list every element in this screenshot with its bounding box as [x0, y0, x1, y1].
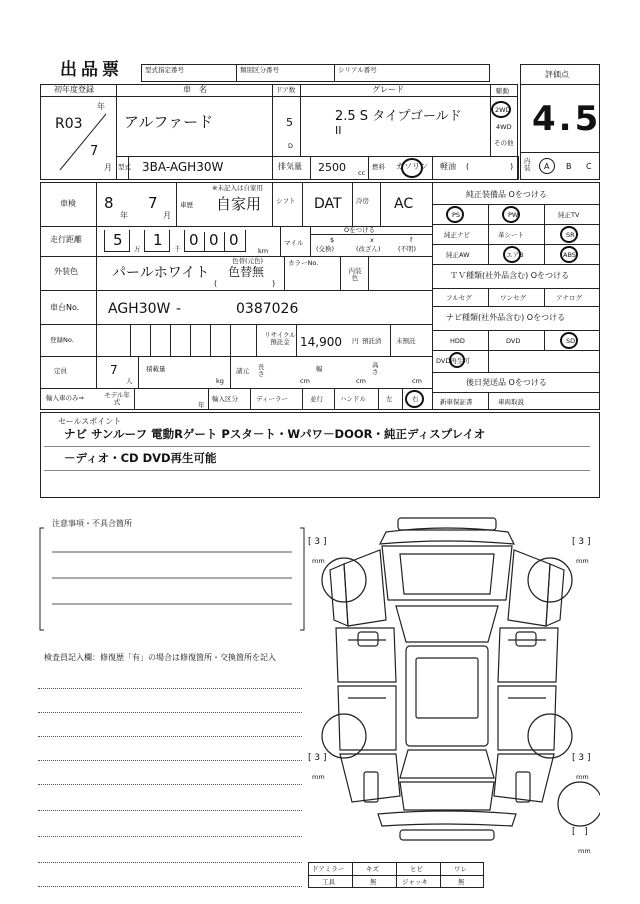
equip-navi: 純正ナビ: [444, 231, 470, 239]
recycle-unit: 円: [352, 337, 359, 345]
displacement-label: 排気量: [278, 162, 302, 171]
mileage-sen: 千: [174, 245, 181, 253]
drive-2wd: 2WD: [495, 106, 511, 114]
shaken-year: 8: [104, 194, 114, 212]
eval-score: 4.5: [532, 99, 602, 139]
grade-line2: II: [335, 124, 342, 137]
type-designation-label: 型式指定番号: [145, 66, 184, 74]
fuel-gasoline-circle: [401, 158, 423, 178]
navi-dvd: DVD: [506, 337, 521, 345]
sales-point-label: セールスポイント: [58, 417, 122, 426]
later-manual: 車両取説: [498, 398, 524, 406]
registration-label: 登録No.: [50, 336, 74, 344]
color-value: パールホワイト: [112, 265, 210, 281]
mileage-d5: 0: [229, 231, 239, 249]
mileage-circle-note: Oをつける: [344, 226, 376, 234]
equip-abs: ABS: [563, 251, 576, 259]
interior-a-circle: [539, 158, 555, 174]
equip-pw-circle: [502, 206, 520, 223]
inspector-label: 検査員記入欄：修復歴「有」の場合は修復箇所・交換箇所を記入: [44, 653, 276, 662]
repaint-value: 色替無: [228, 265, 265, 279]
drive-label: 駆動: [496, 87, 509, 95]
usage-note: ※未記入は自家用: [212, 184, 263, 192]
mileage-d4: 0: [209, 231, 219, 249]
header-fields: [141, 64, 490, 82]
navi-sd-circle: [560, 332, 578, 349]
month-unit: 月: [104, 163, 112, 172]
tire-rr: [ 3 ]: [572, 753, 591, 763]
length-label: 長さ: [258, 363, 265, 378]
tools-label: 工具: [322, 878, 335, 886]
equip-abs-circle: [560, 246, 578, 263]
shaken-month: 7: [148, 194, 158, 212]
shift-label: シフト: [276, 197, 296, 205]
caution-bracket: [38, 524, 308, 634]
mileage-opt3-sym: f: [410, 236, 413, 244]
navi-sd: SD: [566, 337, 576, 345]
dvd-play-circle: [449, 352, 465, 368]
equip-sr: SR: [566, 231, 575, 239]
model-value: 3BA-AGH30W: [142, 160, 224, 174]
drive-2wd-circle: [491, 101, 511, 118]
fuel-label: 燃料: [372, 163, 385, 171]
recycle-unpaid: 未預託: [396, 337, 416, 345]
caution-label: 注意事項・不具合箇所: [52, 519, 132, 528]
handle-label: ハンドル: [340, 395, 366, 403]
mileage-unit: km: [258, 247, 269, 255]
shift-value: DAT: [314, 196, 342, 212]
equip-leather: 革シート: [498, 231, 524, 239]
jack-value: 無: [458, 878, 465, 886]
usage-label: 車歴: [180, 201, 193, 209]
fuel-gasoline: ガソリン: [396, 162, 428, 171]
mirror-break: ワレ: [454, 865, 467, 873]
drive-4wd: 4WD: [496, 123, 512, 131]
tools-value: 無: [370, 878, 377, 886]
mileage-man: 万: [134, 245, 141, 253]
handle-right: 右: [412, 395, 419, 403]
recycle-label: リサイクル預託金: [264, 331, 296, 346]
capacity-value: 7: [110, 363, 118, 377]
mirror-scratch: キズ: [366, 865, 379, 873]
model-label: 型式: [118, 163, 131, 171]
page-title: 出品票: [60, 60, 123, 80]
doors-value: 5: [286, 116, 293, 129]
chassis-model: AGH30W: [108, 301, 171, 317]
tv-fullseg: フルセグ: [446, 294, 472, 302]
interior-a: A: [544, 162, 550, 171]
doors-suffix: D: [288, 142, 294, 150]
equip-ps: PS: [452, 211, 461, 219]
import-cat-label: 輸入区分: [212, 395, 238, 403]
serial-label: シリアル番号: [338, 66, 377, 74]
grade-label: グレード: [372, 85, 404, 94]
color-no-label: カラーNo.: [288, 259, 319, 267]
door-mirror: ドアミラー: [312, 865, 345, 873]
equip-ps-circle: [446, 206, 464, 223]
equip-airbag-circle: [503, 246, 524, 263]
tv-analog: アナログ: [556, 294, 582, 302]
equip-sr-circle: [560, 226, 578, 243]
car-name: アルファード: [124, 113, 214, 131]
navi-type-title: ナビ種類(社外品含む) Oをつける: [446, 313, 566, 322]
dvd-play: DVD再生可: [436, 357, 470, 365]
sales-point-line2: －ディオ・CD DVD再生可能: [64, 451, 217, 465]
mileage-d2: 1: [153, 231, 163, 249]
equip-pw: PW: [508, 211, 519, 219]
tire-fr: [ 3 ]: [572, 537, 591, 547]
interior-c: C: [586, 162, 592, 171]
first-reg-year: R03: [55, 116, 83, 132]
jack-label: ジャッキ: [402, 878, 428, 886]
first-reg-month: 7: [90, 144, 99, 159]
repaint-label: 色替(元色): [232, 257, 264, 265]
mileage-opt3: (不明): [398, 245, 417, 253]
navi-hdd: HDD: [450, 337, 465, 345]
equip-aw: 純正AW: [446, 251, 470, 259]
car-diagram: [300, 510, 600, 850]
recycle-paid: 預託済: [362, 337, 382, 345]
doors-label: ドア数: [276, 86, 296, 94]
year-unit: 年: [97, 102, 105, 111]
model-year-unit: 年: [198, 401, 205, 409]
mirror-crack: ヒビ: [410, 865, 423, 873]
equip-tv: 純正TV: [558, 211, 580, 219]
tv-oneseg: ワンセグ: [500, 294, 526, 302]
ac-value: AC: [394, 196, 414, 212]
fuel-diesel: 軽油: [440, 162, 456, 171]
color-label: 外装色: [54, 267, 78, 276]
interior-b: B: [566, 162, 572, 171]
eval-label: 評価点: [545, 70, 569, 79]
dim-label: 諸元: [236, 367, 249, 375]
shaken-label: 車検: [60, 199, 76, 208]
tire-spare: [ ]: [572, 827, 588, 837]
mile-label: マイル: [284, 239, 304, 247]
tv-type-title: ＴＶ種類(社外品含む) Oをつける: [450, 271, 570, 280]
tire-fl: [ 3 ]: [308, 537, 327, 547]
ac-label: 冷房: [356, 197, 369, 205]
mileage-opt1: (交換): [316, 245, 335, 253]
mileage-d3: 0: [189, 231, 199, 249]
import-label: 輸入車のみ⇒: [46, 394, 84, 402]
width-label: 幅: [316, 365, 323, 373]
import-parallel: 並行: [310, 395, 323, 403]
reg-slash: [58, 112, 108, 172]
interior-color-label: 内装色: [348, 267, 362, 282]
category-label: 類別区分番号: [240, 66, 279, 74]
model-year-label: モデル年式: [104, 391, 130, 406]
mileage-d1: 5: [113, 231, 123, 249]
usage-value: 自家用: [216, 195, 262, 213]
sales-point-line1: ナビ サンルーフ 電動Rゲート Pスタ－ト・Wパワ－DOOR・純正ディスプレイオ: [64, 427, 486, 441]
tire-rl: [ 3 ]: [308, 753, 327, 763]
later-warranty: 新車保証書: [440, 398, 473, 406]
mileage-label: 走行距離: [50, 235, 82, 244]
car-name-label: 車 名: [183, 85, 207, 94]
capacity-unit: 人: [126, 377, 133, 385]
interior-label: 内装: [524, 157, 531, 172]
import-dealer: ディーラー: [256, 395, 288, 403]
displacement-value: 2500: [318, 161, 346, 174]
handle-right-circle: [405, 390, 424, 408]
mileage-opt2-sym: x: [370, 236, 374, 244]
mileage-opt1-sym: $: [330, 236, 335, 244]
first-reg-label: 初年度登録: [54, 85, 94, 94]
chassis-label: 車台No.: [50, 303, 80, 312]
later-title: 後日発送品 Oをつける: [466, 378, 547, 387]
capacity-label: 定員: [54, 367, 67, 375]
load-unit: kg: [216, 377, 224, 385]
chassis-number: 0387026: [236, 301, 299, 317]
equipment-title: 純正装備品 Oをつける: [466, 190, 547, 199]
recycle-value: 14,900: [300, 335, 342, 349]
handle-left: 左: [386, 395, 393, 403]
shaken-month-unit: 月: [163, 211, 171, 220]
mileage-opt2: (改ざん): [356, 245, 381, 253]
load-label: 積載量: [146, 365, 166, 373]
grade-line1: 2.5 S タイプゴールド: [335, 109, 462, 124]
height-label: 高さ: [372, 361, 379, 376]
shaken-year-unit: 年: [120, 211, 128, 220]
displacement-unit: cc: [358, 169, 366, 177]
equip-airbag: エアB: [506, 251, 524, 259]
drive-other: その他: [494, 139, 514, 147]
chassis-dash: -: [176, 301, 182, 317]
